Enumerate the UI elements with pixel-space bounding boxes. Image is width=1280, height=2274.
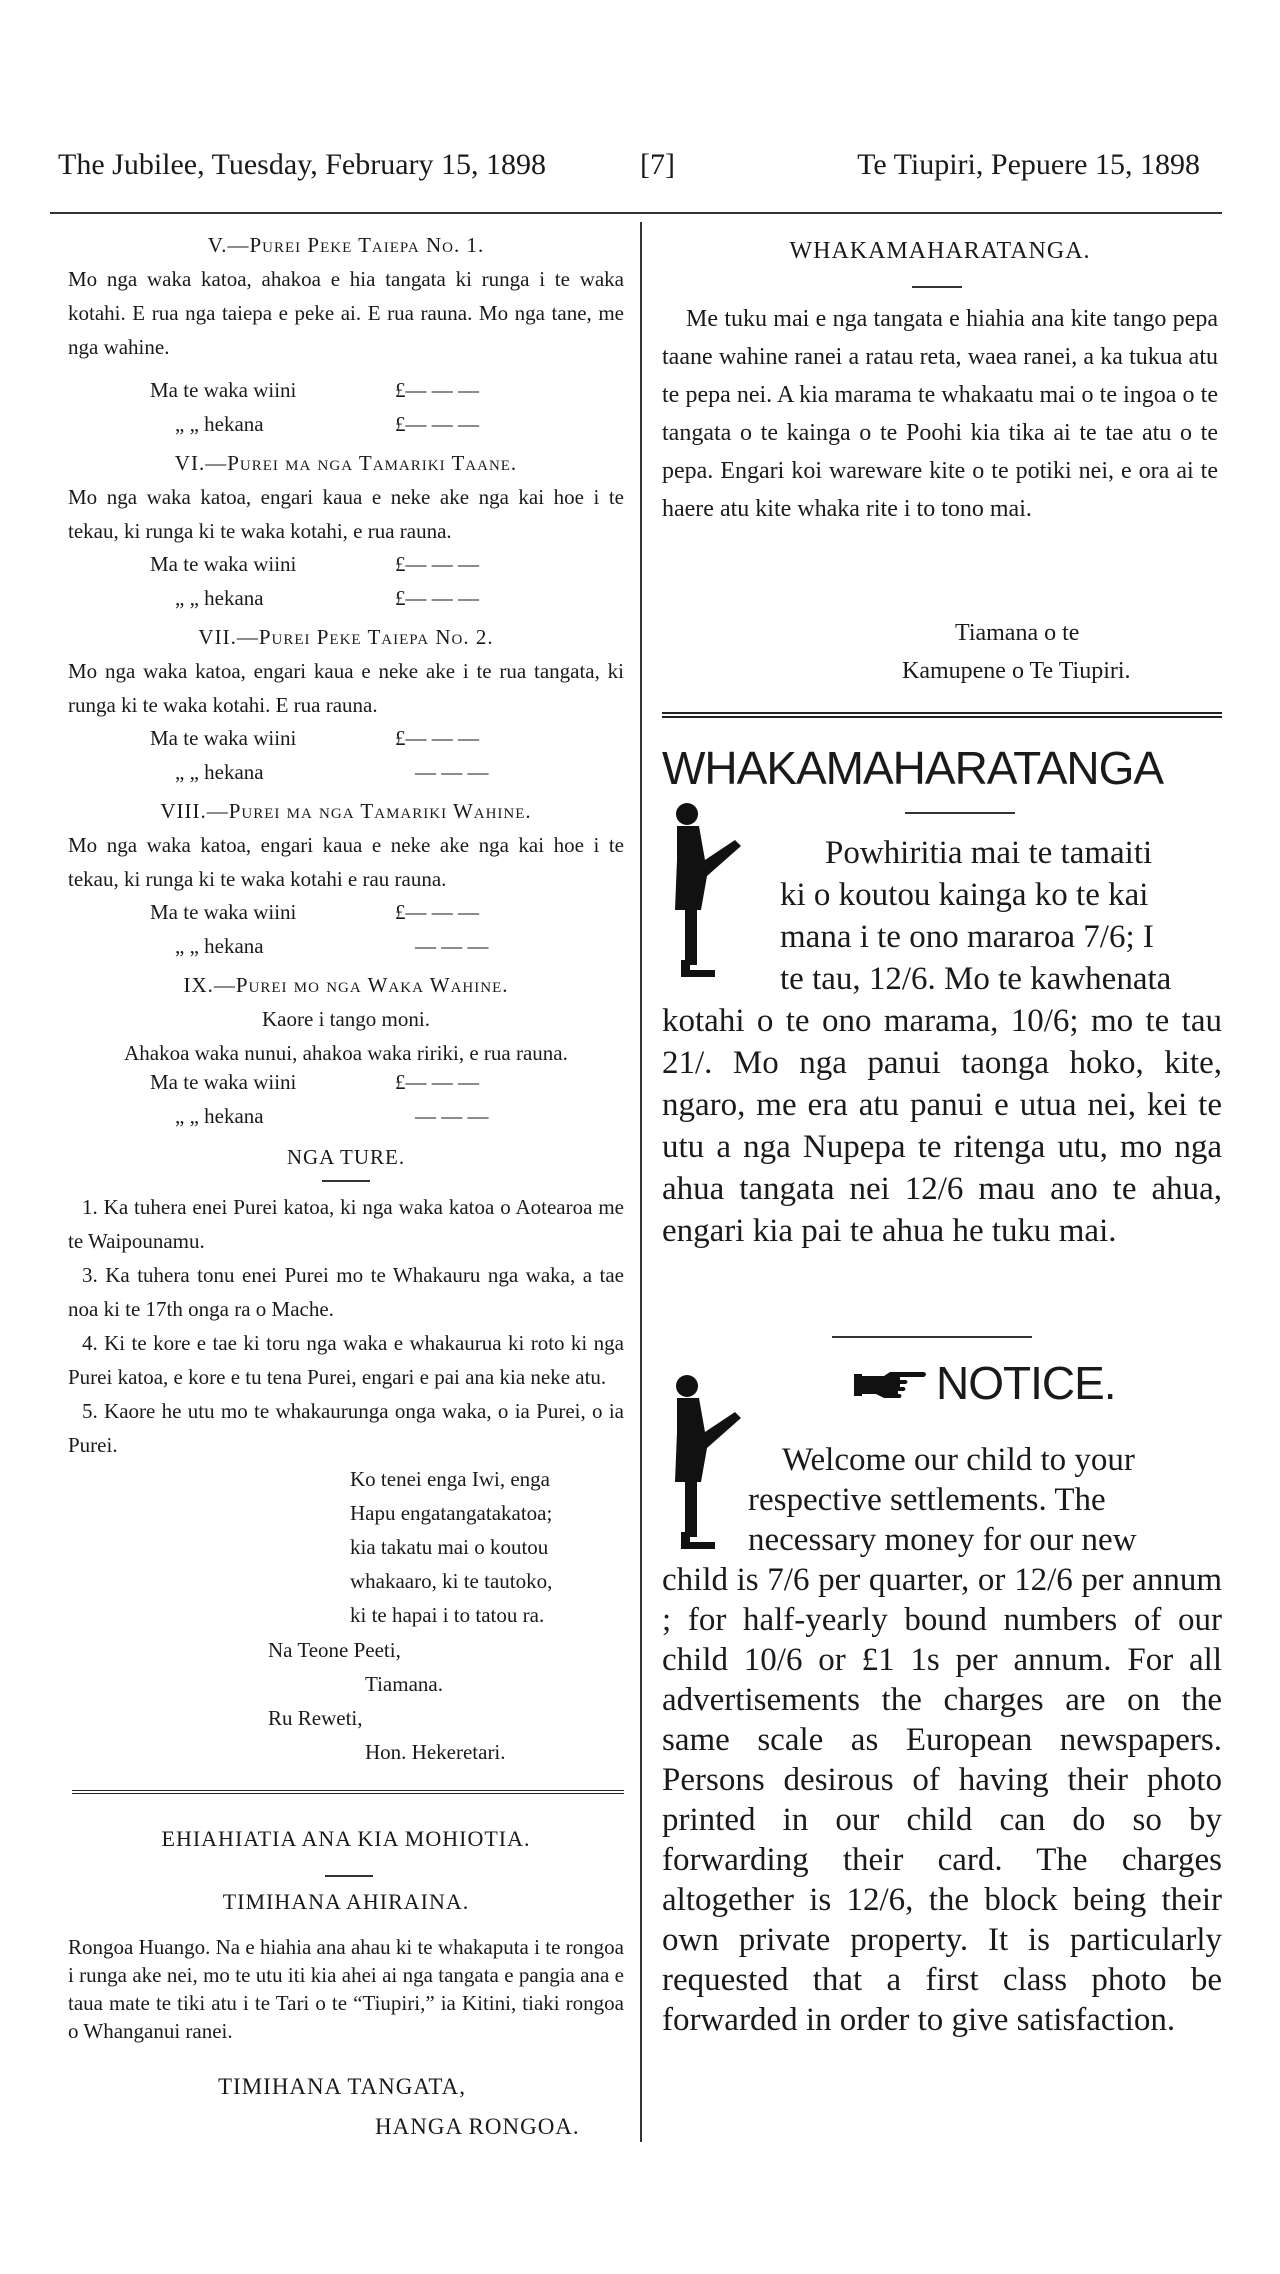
notice2-text: kotahi o te ono marama, 10/6; mo te tau 21/. Mo nga panui taonga hoko, kite, ngaro, me era atu panui e utua nei, kei te utu a nga Nupepa te ritenga utu, mo nga ahua tangata nei 12/6 mau ano te ahua, engari kia pai te ahua he tuku mai. bbox=[662, 1003, 1222, 1249]
notice1-title: WHAKAMAHARATANGA. bbox=[789, 238, 1091, 264]
notice2-title: WHAKAMAHARATANGA bbox=[662, 742, 1164, 794]
notice2-line: mana i te ono mararoa 7/6; I bbox=[780, 919, 1154, 955]
closing-line: Ko tenei enga Iwi, enga bbox=[350, 1467, 551, 1491]
notice2-line: Powhiritia mai te tamaiti bbox=[825, 835, 1153, 871]
race9-subtitle: Kaore i tango moni. bbox=[262, 1007, 430, 1031]
rules-list bbox=[68, 1190, 624, 1462]
notice3-line: necessary money for our new bbox=[748, 1522, 1137, 1558]
race9-prize2-label: „ „ hekana bbox=[175, 1104, 264, 1128]
notice2-indented bbox=[780, 832, 1220, 1000]
race5-title: V.—Purei Peke Taiepa No. 1. bbox=[207, 233, 485, 257]
rules-title: NGA TURE. bbox=[286, 1145, 406, 1169]
rule-item: 1. Ka tuhera enei Purei katoa, ki nga waka katoa o Aotearoa me te Waipounamu. bbox=[68, 1195, 624, 1253]
closing-line: ki te hapai i to tatou ra. bbox=[350, 1603, 545, 1627]
section-divider bbox=[662, 712, 1222, 718]
standing-man-icon bbox=[665, 1372, 755, 1557]
notice1-text: Me tuku mai e nga tangata e hiahia ana kite tango pepa taane wahine ranei a ratau reta, waea ranei, a ka tukua atu te pepa nei. A kia marama te whakaatu mai o te ingoa o te tangata o te kainga o te Poohi kia tika ai te tae atu o te pepa. Engari koi wareware kite o te potiki nei, e ora ai te haere atu kite whaka rite i to tono mai. bbox=[662, 306, 1218, 522]
race6-prize1-label: Ma te waka wiini bbox=[150, 552, 297, 576]
rule-item: 4. Ki te kore e tae ki toru nga waka e whakaurua ki roto ki nga Purei katoa, e kore e tu tena Purei, engari e pai ana kia neke atu. bbox=[68, 1331, 624, 1389]
race8-prize2-value: — — — bbox=[415, 934, 489, 958]
ad-text: Rongoa Huango. Na e hiahia ana ahau ki te whakaputa i te rongoa i runga ake nei, mo te utu iti kia ahei ai nga tangata e pangia ana e taua mate te tiki atu i te Tari o te “Tiupiri,” ia Kitini, tiaki rongoa o Whanganui ranei. bbox=[68, 1935, 624, 2043]
race8-text: Mo nga waka katoa, engari kaua e neke ake nga kai hoe i te tekau, ki runga ki te waka kotahi e rau rauna. bbox=[68, 833, 624, 891]
pointing-hand-icon bbox=[854, 1368, 928, 1404]
race7-prize2-label: „ „ hekana bbox=[175, 760, 264, 784]
closing-line: Hapu engatangatakatoa; bbox=[350, 1501, 553, 1525]
signer1-title: Tiamana. bbox=[365, 1672, 443, 1696]
column-divider bbox=[640, 222, 642, 2142]
ad-sign2: HANGA RONGOA. bbox=[375, 2114, 580, 2139]
notice2-line: te tau, 12/6. Mo te kawhenata bbox=[780, 961, 1172, 997]
race7-prize2-value: — — — bbox=[415, 760, 489, 784]
race6-prize2-label: „ „ hekana bbox=[175, 586, 264, 610]
rules-divider bbox=[322, 1180, 370, 1182]
race6-title: VI.—Purei ma nga Tamariki Taane. bbox=[174, 451, 518, 475]
race9-text: Ahakoa waka nunui, ahakoa waka ririki, e rua rauna. bbox=[124, 1041, 568, 1065]
notice2-line: ki o koutou kainga ko te kai bbox=[780, 877, 1149, 913]
signer1-name: Na Teone Peeti, bbox=[268, 1638, 401, 1662]
race8-prize2-label: „ „ hekana bbox=[175, 934, 264, 958]
rule-item: 3. Ka tuhera tonu enei Purei mo te Whakauru nga waka, a tae noa ki te 17th onga ra o Mache. bbox=[68, 1263, 624, 1321]
race8-prize1-value: £— — — bbox=[395, 900, 479, 924]
notice1-divider bbox=[912, 286, 962, 288]
rule-item: 5. Kaore he utu mo te whakaurunga onga waka, o ia Purei, o ia Purei. bbox=[68, 1399, 624, 1457]
rules-closing bbox=[350, 1462, 625, 1632]
race7-prize1-value: £— — — bbox=[395, 726, 479, 750]
race9-prize1-value: £— — — bbox=[395, 1070, 479, 1094]
notice3-line: Welcome our child to your bbox=[782, 1442, 1135, 1478]
header-rule bbox=[50, 212, 1222, 214]
race8-title: VIII.—Purei ma nga Tamariki Wahine. bbox=[160, 799, 532, 823]
race9-prize2-value: — — — bbox=[415, 1104, 489, 1128]
notice3-top-divider bbox=[832, 1336, 1032, 1338]
signer2-name: Ru Reweti, bbox=[268, 1706, 363, 1730]
notice3-indented bbox=[748, 1440, 1220, 1560]
ad-heading: EHIAHIATIA ANA KIA MOHIOTIA. bbox=[161, 1826, 531, 1851]
race9-prize1-label: Ma te waka wiini bbox=[150, 1070, 297, 1094]
race6-text: Mo nga waka katoa, engari kaua e neke ake nga kai hoe i te tekau, ki runga ki te waka kotahi, e rua rauna. bbox=[68, 485, 624, 543]
header-english-title: The Jubilee, Tuesday, February 15, 1898 bbox=[58, 148, 546, 181]
section-divider bbox=[72, 1790, 624, 1794]
race5-prize1-value: £— — — bbox=[395, 378, 479, 402]
notice2-divider bbox=[905, 812, 1015, 814]
standing-man-icon bbox=[665, 800, 755, 985]
ad-heading-divider bbox=[325, 1875, 373, 1877]
race5-text: Mo nga waka katoa, ahakoa e hia tangata ki runga i te waka kotahi. E rua nga taiepa e peke ai. E rua rauna. Mo nga tane, me nga wahine. bbox=[68, 267, 624, 359]
race5-prize2-value: £— — — bbox=[395, 412, 479, 436]
race6-prize1-value: £— — — bbox=[395, 552, 479, 576]
header-maori-title: Te Tiupiri, Pepuere 15, 1898 bbox=[857, 148, 1200, 181]
race7-prize1-label: Ma te waka wiini bbox=[150, 726, 297, 750]
notice1-sign1: Tiamana o te bbox=[955, 620, 1080, 646]
race7-text: Mo nga waka katoa, engari kaua e neke ake i te rua tangata, ki runga ki te waka kotahi. E rua rauna. bbox=[68, 659, 624, 717]
race7-title: VII.—Purei Peke Taiepa No. 2. bbox=[198, 625, 494, 649]
notice3-line: respective settlements. The bbox=[748, 1482, 1106, 1518]
race5-prize1-label: Ma te waka wiini bbox=[150, 378, 297, 402]
race9-title: IX.—Purei mo nga Waka Wahine. bbox=[183, 973, 509, 997]
notice3-text: child is 7/6 per quarter, or 12/6 per annum ; for half-yearly bound numbers of our child 10/6 or £1 1s per annum. For all advertisements the charges are on the same scale as European newspapers. Persons desirous of having their photo printed in our child can do so by forwarding their card. The charges altogether is 12/6, the block being their own private property. It is particularly requested that a first class photo be forwarded in order to give satisfaction. bbox=[662, 1562, 1222, 2038]
race8-prize1-label: Ma te waka wiini bbox=[150, 900, 297, 924]
race5-prize2-label: „ „ hekana bbox=[175, 412, 264, 436]
notice3-title: NOTICE. bbox=[936, 1357, 1116, 1409]
closing-line: whakaaro, ki te tautoko, bbox=[350, 1569, 553, 1593]
page-number: [7] bbox=[640, 148, 675, 181]
signer2-title: Hon. Hekeretari. bbox=[365, 1740, 506, 1764]
ad-sign1: TIMIHANA TANGATA, bbox=[218, 2074, 466, 2099]
ad-name: TIMIHANA AHIRAINA. bbox=[222, 1889, 470, 1914]
race6-prize2-value: £— — — bbox=[395, 586, 479, 610]
notice1-sign2: Kamupene o Te Tiupiri. bbox=[902, 658, 1131, 684]
closing-line: kia takatu mai o koutou bbox=[350, 1535, 549, 1559]
